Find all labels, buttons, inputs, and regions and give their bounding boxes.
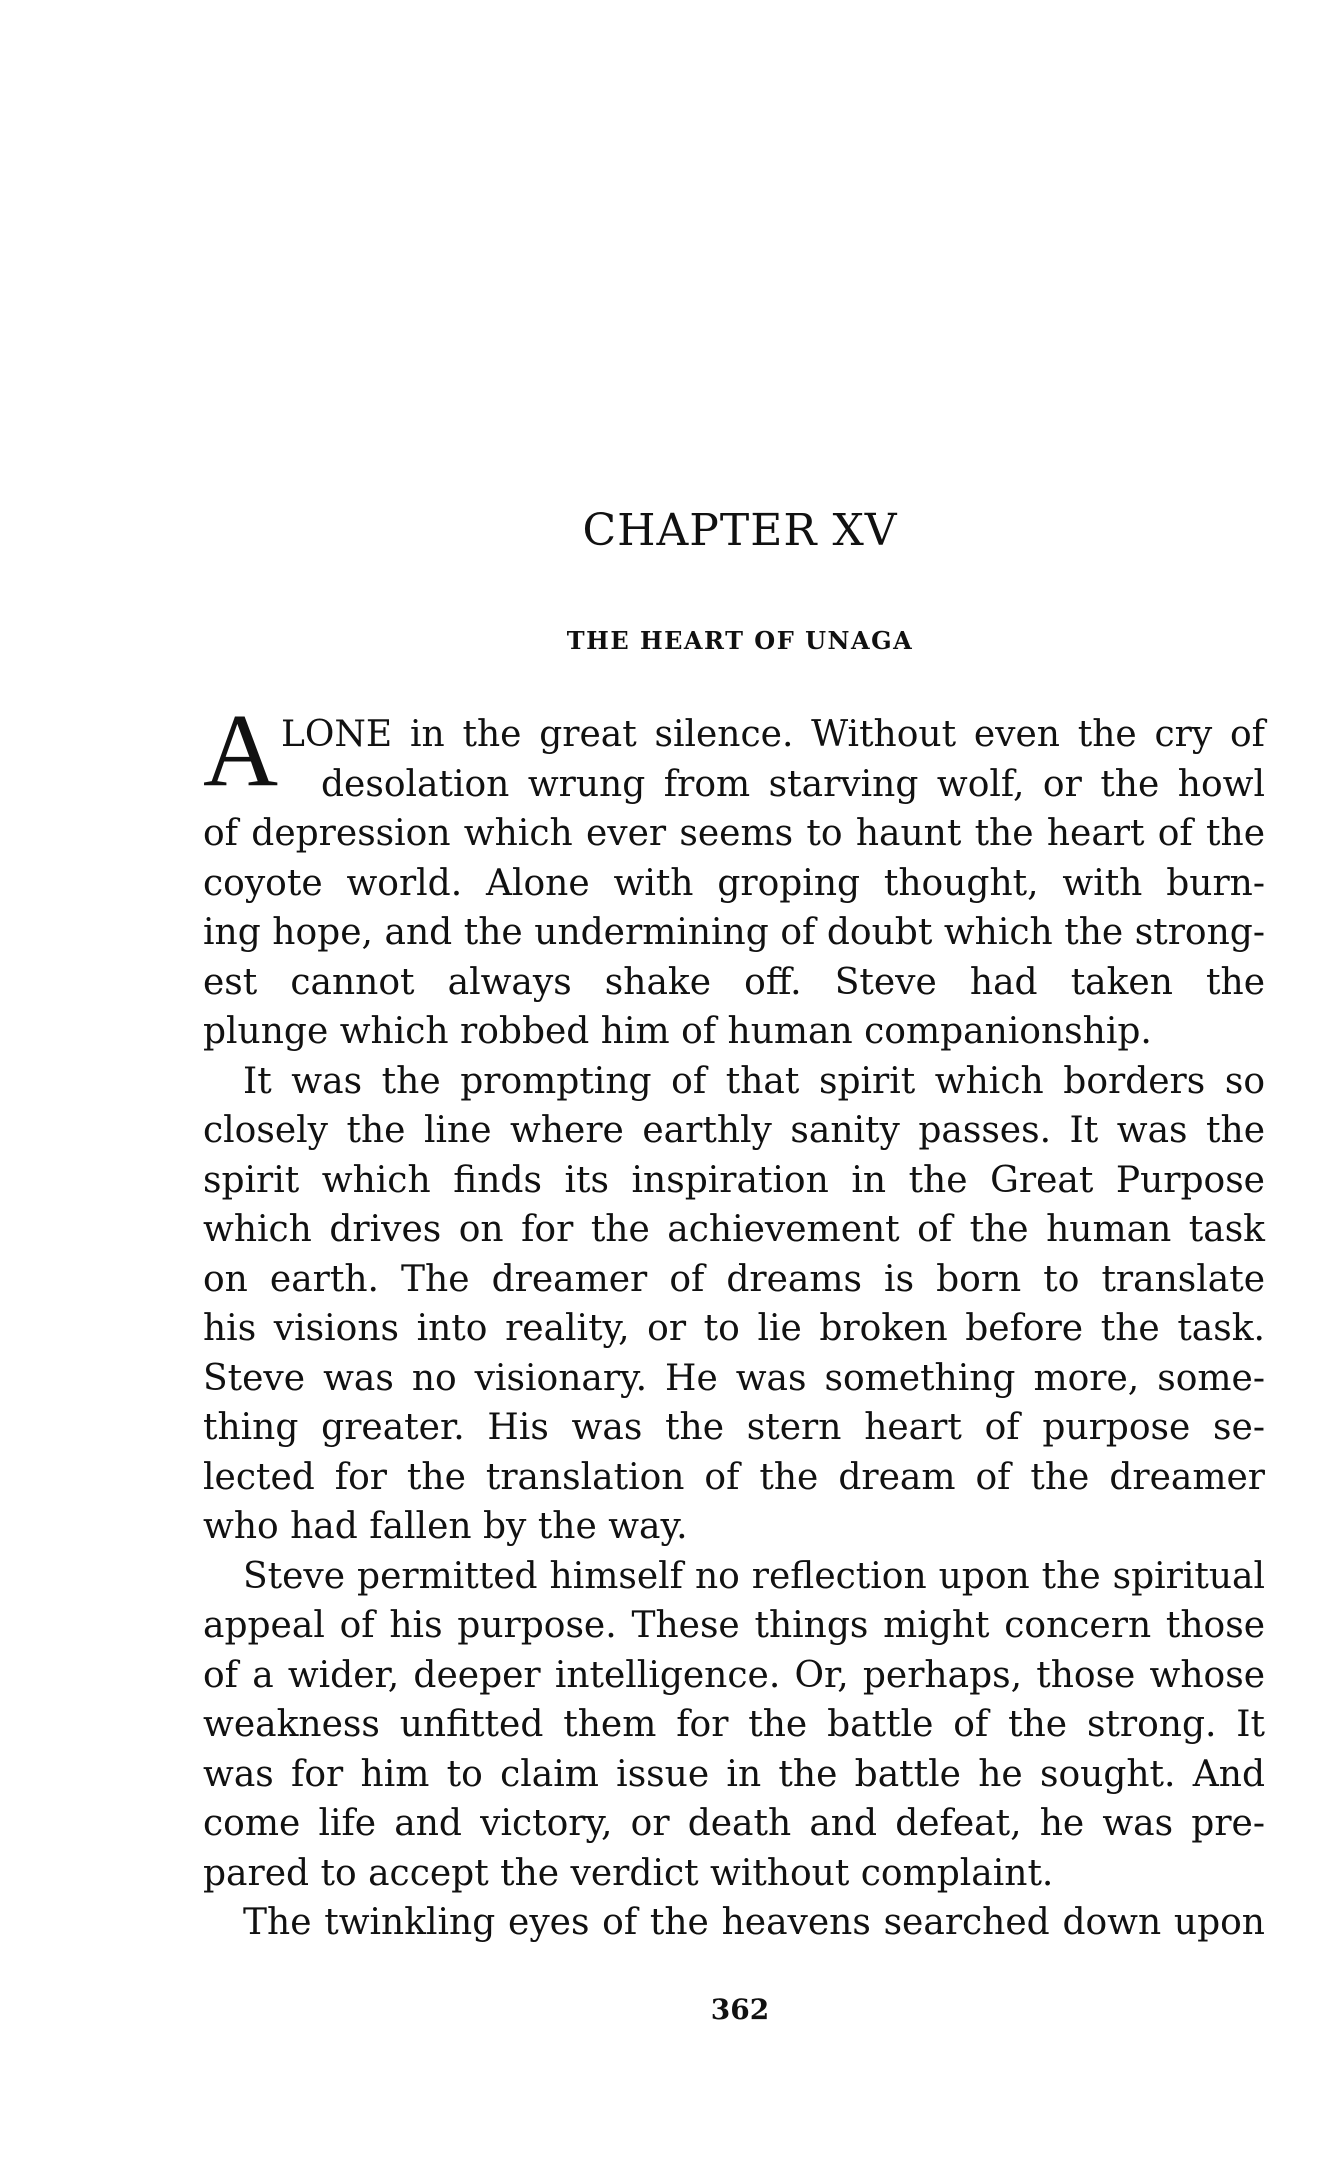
text-line: come life and victory, or death and defeat, he was pre- xyxy=(203,1803,1265,1844)
text-line: ing hope, and the undermining of doubt which the strong- xyxy=(203,912,1265,953)
text-line: est cannot always shake off. Steve had taken the xyxy=(203,961,1265,1003)
text-line: Steve permitted himself no reflection upon the spiritual xyxy=(243,1555,1265,1597)
text-line: appeal of his purpose. These things might concern those xyxy=(203,1605,1265,1646)
drop-cap: A xyxy=(203,693,279,808)
text-line: thing greater. His was the stern heart of purpose se- xyxy=(203,1407,1265,1448)
text-line: spirit which finds its inspiration in the Great Purpose xyxy=(203,1159,1265,1201)
text-line: of a wider, deeper intelligence. Or, perhaps, those whose xyxy=(203,1654,1265,1696)
text-line: was for him to claim issue in the battle he sought. And xyxy=(203,1753,1265,1795)
text-line: weakness unfitted them for the battle of the strong. It xyxy=(203,1704,1265,1745)
text-line: The twinkling eyes of the heavens searched down upon xyxy=(243,1902,1265,1943)
text-line: It was the prompting of that spirit which borders so xyxy=(243,1060,1265,1102)
text-line: plunge which robbed him of human companionship. xyxy=(203,1011,1152,1052)
chapter-title: CHAPTER XV xyxy=(582,505,898,556)
text-line: desolation wrung from starving wolf, or the howl xyxy=(321,763,1265,805)
text-line: closely the line where earthly sanity passes. It was the xyxy=(203,1110,1265,1151)
text-line: which drives on for the achievement of the human task xyxy=(203,1209,1265,1250)
text-line: coyote world. Alone with groping thought, with burn- xyxy=(203,862,1265,904)
text-line: on earth. The dreamer of dreams is born to translate xyxy=(203,1258,1265,1300)
chapter-subtitle: THE HEART OF UNAGA xyxy=(566,626,914,655)
body-text xyxy=(203,693,1265,1948)
text-line: lected for the translation of the dream of the dreamer xyxy=(203,1456,1265,1498)
text-line: his visions into reality, or to lie broken before the task. xyxy=(203,1308,1265,1349)
text-line: of depression which ever seems to haunt the heart of the xyxy=(203,813,1265,854)
text-line: pared to accept the verdict without complaint. xyxy=(203,1852,1054,1894)
page-number: 362 xyxy=(710,1993,770,2026)
text-line: who had fallen by the way. xyxy=(203,1506,688,1547)
text-line: LONE in the great silence. Without even the cry of xyxy=(281,714,1265,755)
text-line: Steve was no visionary. He was something more, some- xyxy=(203,1357,1265,1399)
